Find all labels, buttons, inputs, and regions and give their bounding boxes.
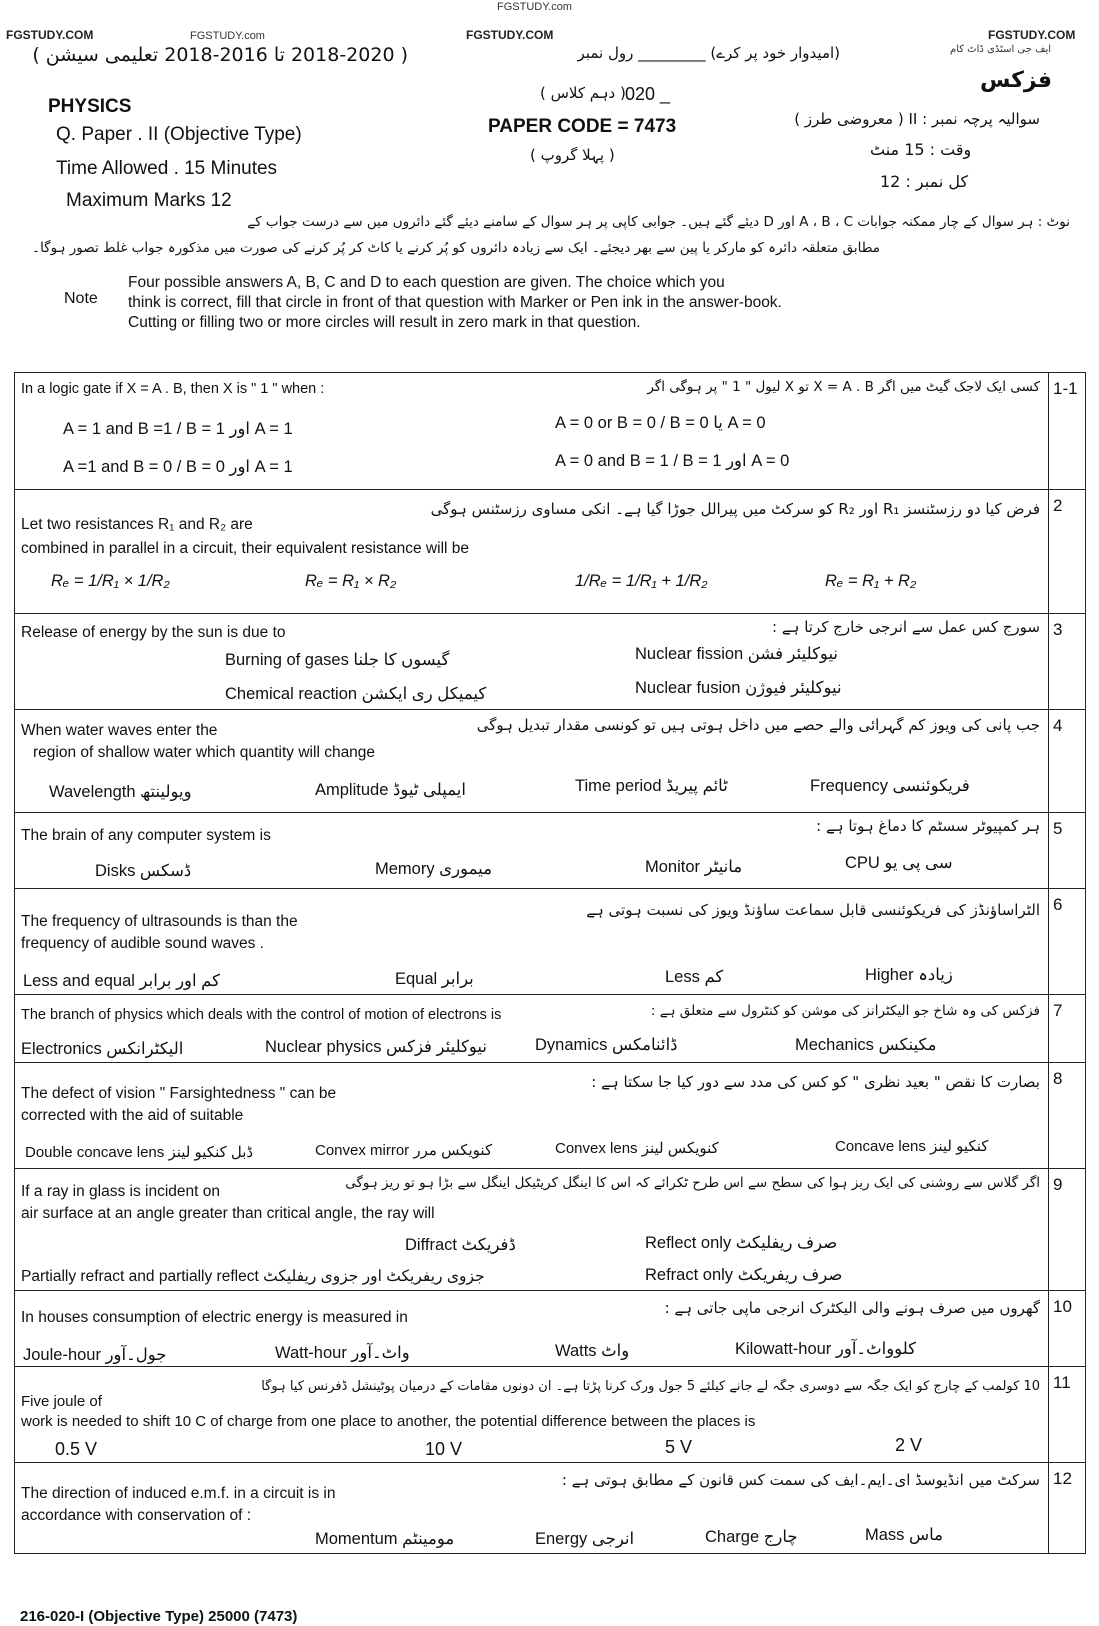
- option-b: Watts واٹ: [555, 1342, 630, 1360]
- question-text-urdu: بصارت کا نقص " بعید نظری " کو کس کی مدد سے دور کیا جا سکتا ہے :: [591, 1073, 1040, 1091]
- watermark-left-2: FGSTUDY.com: [190, 30, 265, 42]
- option-a: Mechanics مکینکس: [795, 1036, 937, 1054]
- option-b: Burning of gases گیسوں کا جلنا: [225, 651, 450, 669]
- note-english-line-3: Cutting or filling two or more circles will result in zero mark in that question.: [128, 314, 641, 331]
- option-a: Higher زیادہ: [865, 966, 953, 984]
- option-c: Energy انرجی: [535, 1530, 635, 1548]
- question-text-urdu: کسی ایک لاجک گیٹ میں اگر X = A . B تو X لیول " 1 " پر ہوگی اگر: [647, 379, 1040, 395]
- question-text: The brain of any computer system is: [21, 827, 271, 844]
- question-text-line-1: When water waves enter the: [21, 722, 218, 739]
- question-text-line-2: frequency of audible sound waves .: [21, 935, 264, 952]
- option-d: Chemical reaction کیمیکل ری ایکشن: [225, 685, 487, 703]
- option-b: Less کم: [665, 968, 724, 986]
- watermark-right-urdu: ایف جی اسٹڈی ڈاٹ کام: [950, 44, 1052, 55]
- option-a: Nuclear fission نیوکلیئر فشن: [635, 645, 839, 663]
- question-8: [15, 1063, 1085, 1169]
- question-text-line-1: The frequency of ultrasounds is than the: [21, 913, 298, 930]
- option-b: Charge چارج: [705, 1528, 798, 1546]
- question-text-urdu: جب پانی کی ویوز کم گہرائی والے حصے میں داخل ہوتی ہیں تو کونسی مقدار تبدیل ہوگی: [476, 716, 1040, 734]
- question-number: 1-1: [1053, 379, 1078, 398]
- question-3: [15, 614, 1085, 710]
- question-text-line-2: work is needed to shift 10 C of charge from one place to another, the potential difference between the places is: [21, 1413, 756, 1430]
- option-c: Equal برابر: [395, 970, 474, 988]
- class-code: 020 _: [625, 84, 671, 104]
- question-4: [15, 710, 1085, 813]
- option-b: Time period ٹائم پیریڈ: [575, 777, 728, 795]
- option-d: Rₑ = 1/R₁ × 1/R₂: [51, 572, 170, 590]
- question-number: 4: [1053, 716, 1063, 735]
- question-text-urdu: گھروں میں صرف ہونے والی الیکٹرک انرجی ماپی جاتی ہے :: [664, 1299, 1040, 1317]
- option-a: Kilowatt-hour کلوواٹ۔آور: [735, 1340, 917, 1358]
- question-text-urdu: 10 کولمب کے چارج کو ایک جگہ سے دوسری جگہ لے جانے کیلئے 5 جول ورک کرنا پڑتا ہے۔ ان دونوں مقامات کے درمیان پوٹینشل ڈفرنس کیا ہوگا: [261, 1379, 1040, 1394]
- paper-urdu: سوالیہ پرچہ نمبر : II ( معروضی طرز ): [794, 110, 1040, 128]
- question-text-urdu: اگر گلاس سے روشنی کی ایک ریز ہوا کی سطح سے اس طرح ٹکرائے کہ اس کا اینگل کریٹیکل اینگل سے بڑا ہو تو ریز ہوگی: [345, 1175, 1040, 1191]
- question-text-line-1: If a ray in glass is incident on: [21, 1183, 221, 1200]
- question-6: [15, 889, 1085, 995]
- question-text: In a logic gate if X = A . B, then X is " 1 " when :: [21, 381, 325, 397]
- option-b: 1/Rₑ = 1/R₁ + 1/R₂: [575, 572, 708, 590]
- option-a: Reflect only صرف ریفلیکٹ: [645, 1234, 838, 1252]
- question-number: 6: [1053, 895, 1063, 914]
- roll-number-field: (امیدوار خود پر کرے) _________ رول نمبر: [577, 44, 840, 62]
- option-d: Wavelength ویولینتھ: [49, 783, 192, 801]
- option-a: Rₑ = R₁ + R₂: [825, 572, 917, 590]
- question-number: 5: [1053, 819, 1063, 838]
- option-b: Dynamics ڈائنامکس: [535, 1036, 678, 1054]
- note-urdu-line-1: نوٹ : ہر سوال کے چار ممکنہ جوابات A ، B ، C اور D دیئے گئے ہیں۔ جوابی کاپی پر ہر سوال کے سامنے دیئے گئے دائروں میں سے درست جواب کے: [247, 214, 1070, 230]
- option-a: A = 0 or B = 0 / B = 0 یا A = 0: [555, 414, 766, 432]
- option-c: Refract only صرف ریفریکٹ: [645, 1266, 843, 1284]
- question-number: 11: [1053, 1373, 1071, 1392]
- question-1: [15, 373, 1085, 490]
- question-text-line-1: Let two resistances R₁ and R₂ are: [21, 516, 253, 533]
- option-d: Electronics الیکٹرانکس: [21, 1040, 184, 1058]
- question-text-urdu: فرض کیا دو رزسٹنسز R₁ اور R₂ کو سرکٹ میں پیرالل جوڑا گیا ہے۔ انکی مساوی رزسٹنس ہوگی: [430, 500, 1040, 518]
- question-text-line-2: air surface at an angle greater than critical angle, the ray will: [21, 1205, 435, 1222]
- option-d: Momentum مومینٹم: [315, 1530, 455, 1548]
- question-5: [15, 813, 1085, 889]
- watermark-left: FGSTUDY.COM: [6, 28, 94, 42]
- subject-english: PHYSICS: [48, 96, 132, 117]
- watermark-top: FGSTUDY.com: [497, 1, 572, 13]
- option-d: Joule-hour جول۔آور: [23, 1346, 167, 1364]
- footer-code: 216-020-I (Objective Type) 25000 (7473): [20, 1608, 298, 1625]
- question-number: 8: [1053, 1069, 1063, 1088]
- subject-urdu: فزکس: [980, 68, 1052, 93]
- time-urdu: وقت : 15 منٹ: [870, 140, 972, 159]
- option-d: Less and equal کم اور برابر: [23, 972, 221, 990]
- question-text-urdu: سرکٹ میں انڈیوسڈ ای۔ایم۔ایف کی سمت کس قانون کے مطابق ہوتی ہے :: [561, 1471, 1040, 1489]
- paper-code: PAPER CODE = 7473: [488, 116, 677, 137]
- option-b: A = 1 and B =1 / B = 1 اور A = 1: [63, 420, 293, 438]
- class-urdu: ( دہم کلاس ): [540, 84, 626, 102]
- session-years: ( 2018-2020 تا 2016-2018 تعلیمی سیشن ): [32, 44, 408, 66]
- question-text-line-1: The direction of induced e.m.f. in a circuit is in: [21, 1485, 336, 1502]
- option-c: Nuclear physics نیوکلیئر فزکس: [265, 1038, 487, 1056]
- question-9: [15, 1169, 1085, 1291]
- question-text-line-2: combined in parallel in a circuit, their equivalent resistance will be: [21, 540, 470, 557]
- question-2: [15, 490, 1085, 614]
- question-number: 2: [1053, 496, 1063, 515]
- option-d: A =1 and B = 0 / B = 0 اور A = 1: [63, 458, 293, 476]
- option-c: Rₑ = R₁ × R₂: [305, 572, 397, 590]
- paper-english: Q. Paper . II (Objective Type): [56, 124, 302, 145]
- question-text: Release of energy by the sun is due to: [21, 624, 286, 641]
- question-text-line-2: accordance with conservation of :: [21, 1507, 252, 1524]
- option-b: 5 V: [665, 1437, 693, 1457]
- option-d: Double concave lens ڈبل کنکیو لینز: [25, 1144, 254, 1161]
- option-a: Mass ماس: [865, 1526, 944, 1544]
- question-text-line-1: The defect of vision " Farsightedness " can be: [21, 1085, 337, 1102]
- question-text-urdu: سورج کس عمل سے انرجی خارج کرتا ہے :: [772, 618, 1040, 636]
- option-c: Convex mirror کنویکس مرر: [315, 1142, 493, 1159]
- option-c: Watt-hour واٹ۔آور: [275, 1344, 410, 1362]
- question-text: In houses consumption of electric energy is measured in: [21, 1309, 408, 1326]
- question-text: The branch of physics which deals with the control of motion of electrons is: [21, 1007, 502, 1023]
- question-number: 3: [1053, 620, 1063, 639]
- option-b: Convex lens کنویکس لینز: [555, 1140, 719, 1157]
- option-a: Frequency فریکوئنسی: [810, 777, 970, 795]
- question-text-line-1: Five joule of: [21, 1393, 102, 1410]
- watermark-center: FGSTUDY.COM: [466, 28, 554, 42]
- time-allowed: Time Allowed . 15 Minutes: [56, 158, 278, 179]
- note-label: Note: [64, 290, 98, 307]
- option-d: 0.5 V: [55, 1439, 98, 1459]
- option-c: Memory میموری: [375, 860, 492, 878]
- option-d: Partially refract and partially reflect جزوی ریفریکٹ اور جزوی ریفلیکٹ: [21, 1268, 485, 1285]
- option-a: CPU سی پی یو: [845, 854, 953, 872]
- option-c: 10 V: [425, 1439, 463, 1459]
- question-text-urdu: الٹراساؤنڈز کی فریکوئنسی قابل سماعت ساؤنڈ ویوز کی نسبت ہوتی ہے: [586, 901, 1040, 919]
- maximum-marks: Maximum Marks 12: [66, 190, 232, 211]
- option-b: Monitor مانیٹر: [645, 858, 743, 876]
- option-d: Disks ڈسکس: [95, 862, 192, 880]
- option-b: Diffract ڈفریکٹ: [405, 1236, 516, 1254]
- question-text-line-2: corrected with the aid of suitable: [21, 1107, 244, 1124]
- option-c: Amplitude ایمپلی ٹیوڈ: [315, 781, 466, 799]
- question-text-urdu: فزکس کی وہ شاخ جو الیکٹرانز کی موشن کو کنٹرول سے متعلق ہے :: [650, 1003, 1040, 1019]
- question-text-line-2: region of shallow water which quantity will change: [33, 744, 376, 761]
- question-11: [15, 1367, 1085, 1463]
- question-number: 9: [1053, 1175, 1063, 1194]
- question-12: [15, 1463, 1085, 1553]
- question-number: 7: [1053, 1001, 1063, 1020]
- option-c: A = 0 and B = 1 / B = 1 اور A = 0: [555, 452, 790, 470]
- questions-table: [14, 372, 1086, 1554]
- group-urdu: ( پہلا گروپ ): [530, 146, 615, 164]
- note-english-line-1: Four possible answers A, B, C and D to each question are given. The choice which you: [128, 274, 725, 291]
- option-a: 2 V: [895, 1435, 923, 1455]
- marks-urdu: کل نمبر : 12: [880, 172, 969, 191]
- question-10: [15, 1291, 1085, 1367]
- question-number: 10: [1053, 1297, 1072, 1316]
- note-urdu-line-2: مطابق متعلقہ دائرہ کو مارکر یا پین سے بھر دیجئے۔ ایک سے زیادہ دائروں کو پُر کرنے یا کاٹ کر پُر کرنے کی صورت میں مذکورہ جواب غلط تصور ہوگا۔: [32, 240, 880, 256]
- option-a: Concave lens کنکیو لینز: [835, 1138, 989, 1155]
- question-7: [15, 995, 1085, 1063]
- question-number: 12: [1053, 1469, 1072, 1488]
- question-text-urdu: ہر کمپیوٹر سسٹم کا دماغ ہوتا ہے :: [816, 817, 1040, 835]
- option-c: Nuclear fusion نیوکلیئر فیوژن: [635, 679, 842, 697]
- watermark-right: FGSTUDY.COM: [988, 28, 1076, 42]
- note-english-line-2: think is correct, fill that circle in front of that question with Marker or Pen ink in the answer-book.: [128, 294, 782, 311]
